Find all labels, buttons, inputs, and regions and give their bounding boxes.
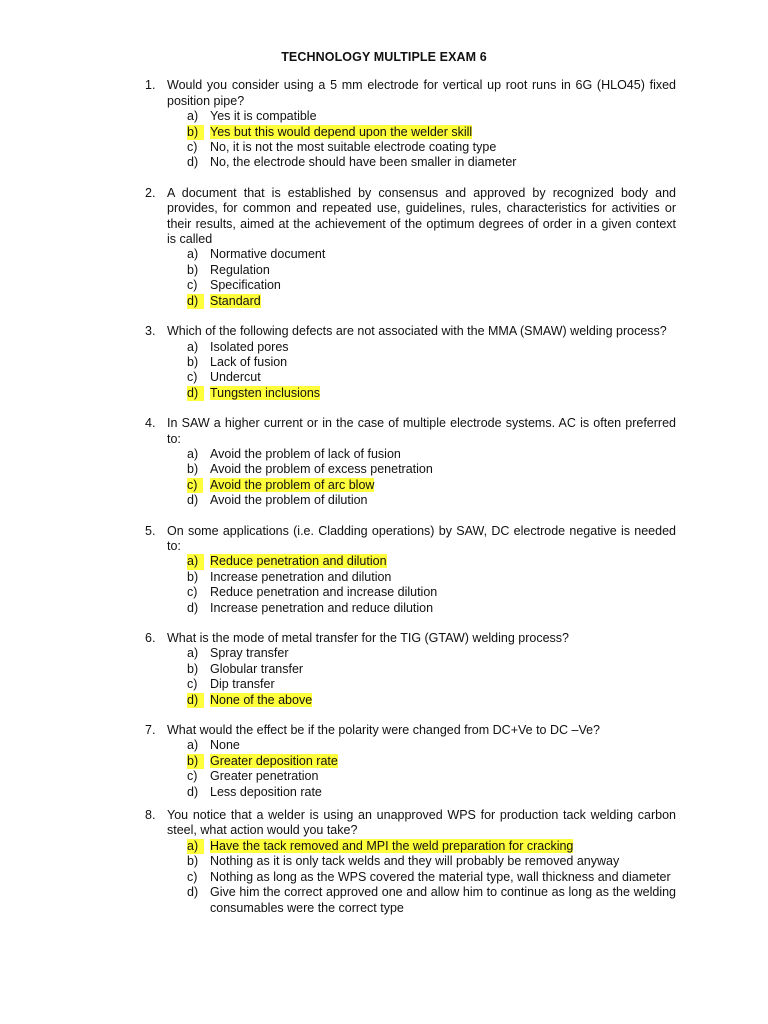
option-text: Less deposition rate bbox=[210, 784, 322, 799]
answer-option bbox=[167, 585, 768, 600]
question-item bbox=[0, 186, 768, 309]
option-text: Nothing as long as the WPS covered the material type, wall thickness and diameter bbox=[210, 869, 671, 884]
answer-option bbox=[167, 570, 768, 585]
answer-option bbox=[167, 355, 768, 370]
option-text: Normative document bbox=[210, 247, 326, 262]
question-item bbox=[0, 524, 768, 616]
option-text: Reduce penetration and increase dilution bbox=[210, 585, 438, 600]
question-item bbox=[0, 416, 768, 508]
answer-option bbox=[167, 885, 768, 916]
answer-option bbox=[167, 109, 768, 124]
answer-option-highlighted bbox=[167, 554, 768, 569]
option-letter: c) bbox=[187, 769, 198, 784]
option-text: None bbox=[210, 738, 240, 753]
option-letter: b) bbox=[187, 262, 199, 277]
option-text: Standard bbox=[210, 293, 261, 308]
option-letter: b) bbox=[187, 125, 204, 140]
answer-option bbox=[167, 263, 768, 278]
answer-option-highlighted bbox=[167, 839, 768, 854]
answer-option bbox=[167, 247, 768, 262]
answer-option bbox=[167, 447, 768, 462]
option-text: Reduce penetration and dilution bbox=[210, 554, 387, 569]
option-letter: c) bbox=[187, 585, 198, 600]
question-item bbox=[0, 723, 768, 800]
option-text: Yes it is compatible bbox=[210, 109, 317, 124]
question-item bbox=[0, 324, 768, 401]
question-text: In SAW a higher current or in the case of multiple electrode systems. AC is often preferred to: bbox=[167, 416, 676, 446]
answer-option bbox=[167, 140, 768, 155]
answer-option-highlighted bbox=[167, 294, 768, 309]
option-text: Undercut bbox=[210, 370, 261, 385]
option-text: Have the tack removed and MPI the weld preparation for cracking bbox=[210, 838, 574, 853]
option-letter: c) bbox=[187, 140, 198, 155]
page-title: TECHNOLOGY MULTIPLE EXAM 6 bbox=[281, 50, 487, 64]
answer-option bbox=[167, 493, 768, 508]
answer-option bbox=[167, 662, 768, 677]
question-text: On some applications (i.e. Cladding operations) by SAW, DC electrode negative is needed to: bbox=[167, 523, 676, 553]
question-number: 3. bbox=[145, 324, 156, 339]
option-letter: b) bbox=[187, 854, 199, 869]
option-letter: a) bbox=[187, 339, 199, 354]
answer-option-highlighted bbox=[167, 478, 768, 493]
option-text: Globular transfer bbox=[210, 661, 304, 676]
answer-option bbox=[167, 155, 768, 170]
answer-option bbox=[167, 601, 768, 616]
option-letter: b) bbox=[187, 354, 199, 369]
option-letter: d) bbox=[187, 294, 204, 309]
answer-option bbox=[167, 854, 768, 869]
question-number: 5. bbox=[145, 523, 156, 538]
option-text: Increase penetration and reduce dilution bbox=[210, 600, 434, 615]
option-list bbox=[167, 247, 676, 309]
option-text: Greater deposition rate bbox=[210, 753, 338, 768]
option-letter: a) bbox=[187, 446, 199, 461]
option-list bbox=[167, 109, 676, 171]
question-text: You notice that a welder is using an unapproved WPS for production tack welding carbon steel, what action would you take? bbox=[167, 808, 676, 838]
option-text: Specification bbox=[210, 278, 281, 293]
option-letter: d) bbox=[187, 493, 199, 508]
option-letter: c) bbox=[187, 478, 203, 493]
answer-option-highlighted bbox=[167, 386, 768, 401]
option-list bbox=[167, 839, 676, 916]
answer-option bbox=[167, 340, 768, 355]
option-letter: b) bbox=[187, 569, 199, 584]
option-text: Spray transfer bbox=[210, 646, 289, 661]
answer-option bbox=[167, 370, 768, 385]
answer-option bbox=[167, 738, 768, 753]
answer-option bbox=[167, 462, 768, 477]
option-list bbox=[167, 447, 676, 509]
answer-option bbox=[167, 785, 768, 800]
option-letter: d) bbox=[187, 784, 199, 799]
option-text: Dip transfer bbox=[210, 677, 275, 692]
question-number: 6. bbox=[145, 631, 156, 645]
option-letter: d) bbox=[187, 693, 204, 708]
option-letter: d) bbox=[187, 386, 204, 401]
option-letter: d) bbox=[187, 600, 199, 615]
option-text: No, the electrode should have been smaller in diameter bbox=[210, 155, 517, 170]
option-letter: c) bbox=[187, 278, 198, 293]
option-list bbox=[167, 340, 676, 402]
option-letter: a) bbox=[187, 646, 199, 661]
option-text: No, it is not the most suitable electrode coating type bbox=[210, 140, 497, 155]
option-text: Avoid the problem of arc blow bbox=[210, 477, 375, 492]
option-text: Avoid the problem of dilution bbox=[210, 493, 368, 508]
option-list bbox=[167, 554, 676, 616]
option-text: Lack of fusion bbox=[210, 354, 288, 369]
option-text: None of the above bbox=[210, 692, 313, 707]
option-letter: c) bbox=[187, 370, 198, 385]
option-letter: a) bbox=[187, 554, 204, 569]
answer-option bbox=[167, 646, 768, 661]
option-text: Yes but this would depend upon the welder skill bbox=[210, 124, 473, 139]
question-item bbox=[0, 808, 768, 916]
question-text: Would you consider using a 5 mm electrode for vertical up root runs in 6G (HLO45) fixed position pipe? bbox=[167, 78, 676, 108]
option-letter: b) bbox=[187, 754, 204, 769]
question-number: 8. bbox=[145, 808, 156, 823]
option-letter: a) bbox=[187, 839, 204, 854]
option-letter: a) bbox=[187, 738, 199, 753]
option-text: Give him the correct approved one and allow him to continue as long as the welding consumables were the correct type bbox=[210, 885, 676, 915]
option-letter: b) bbox=[187, 462, 199, 477]
question-number: 4. bbox=[145, 416, 156, 431]
answer-option-highlighted bbox=[167, 125, 768, 140]
option-letter: d) bbox=[187, 155, 199, 170]
option-list bbox=[167, 738, 676, 800]
question-number: 2. bbox=[145, 185, 156, 200]
question-list bbox=[0, 78, 768, 916]
question-text: What is the mode of metal transfer for the TIG (GTAW) welding process? bbox=[167, 631, 569, 645]
answer-option bbox=[167, 870, 768, 885]
question-text: What would the effect be if the polarity were changed from DC+Ve to DC –Ve? bbox=[167, 723, 600, 738]
option-text: Increase penetration and dilution bbox=[210, 569, 392, 584]
option-text: Tungsten inclusions bbox=[210, 385, 321, 400]
option-letter: c) bbox=[187, 869, 198, 884]
option-text: Avoid the problem of lack of fusion bbox=[210, 446, 401, 461]
answer-option bbox=[167, 677, 768, 692]
question-text: A document that is established by consensus and approved by recognized body and provides, for common and repeated use, guidelines, rules, characteristics for activities or their results, aimed at the achievement of the optimum degrees of order in a given context is called bbox=[167, 185, 676, 247]
option-letter: d) bbox=[187, 885, 199, 900]
option-letter: a) bbox=[187, 247, 199, 262]
option-text: Regulation bbox=[210, 262, 270, 277]
answer-option-highlighted bbox=[167, 754, 768, 769]
option-text: Isolated pores bbox=[210, 339, 289, 354]
question-number: 7. bbox=[145, 723, 156, 738]
option-letter: c) bbox=[187, 677, 198, 692]
question-number: 1. bbox=[145, 78, 156, 93]
option-text: Nothing as it is only tack welds and they will probably be removed anyway bbox=[210, 854, 620, 869]
option-text: Greater penetration bbox=[210, 769, 319, 784]
question-item bbox=[0, 78, 768, 170]
answer-option-highlighted bbox=[167, 693, 768, 708]
answer-option bbox=[167, 278, 768, 293]
option-list bbox=[167, 646, 676, 708]
option-letter: a) bbox=[187, 109, 199, 124]
answer-option bbox=[167, 769, 768, 784]
question-item bbox=[0, 631, 768, 708]
option-letter: b) bbox=[187, 661, 199, 676]
option-text: Avoid the problem of excess penetration bbox=[210, 462, 433, 477]
question-text: Which of the following defects are not associated with the MMA (SMAW) welding process? bbox=[167, 324, 667, 339]
